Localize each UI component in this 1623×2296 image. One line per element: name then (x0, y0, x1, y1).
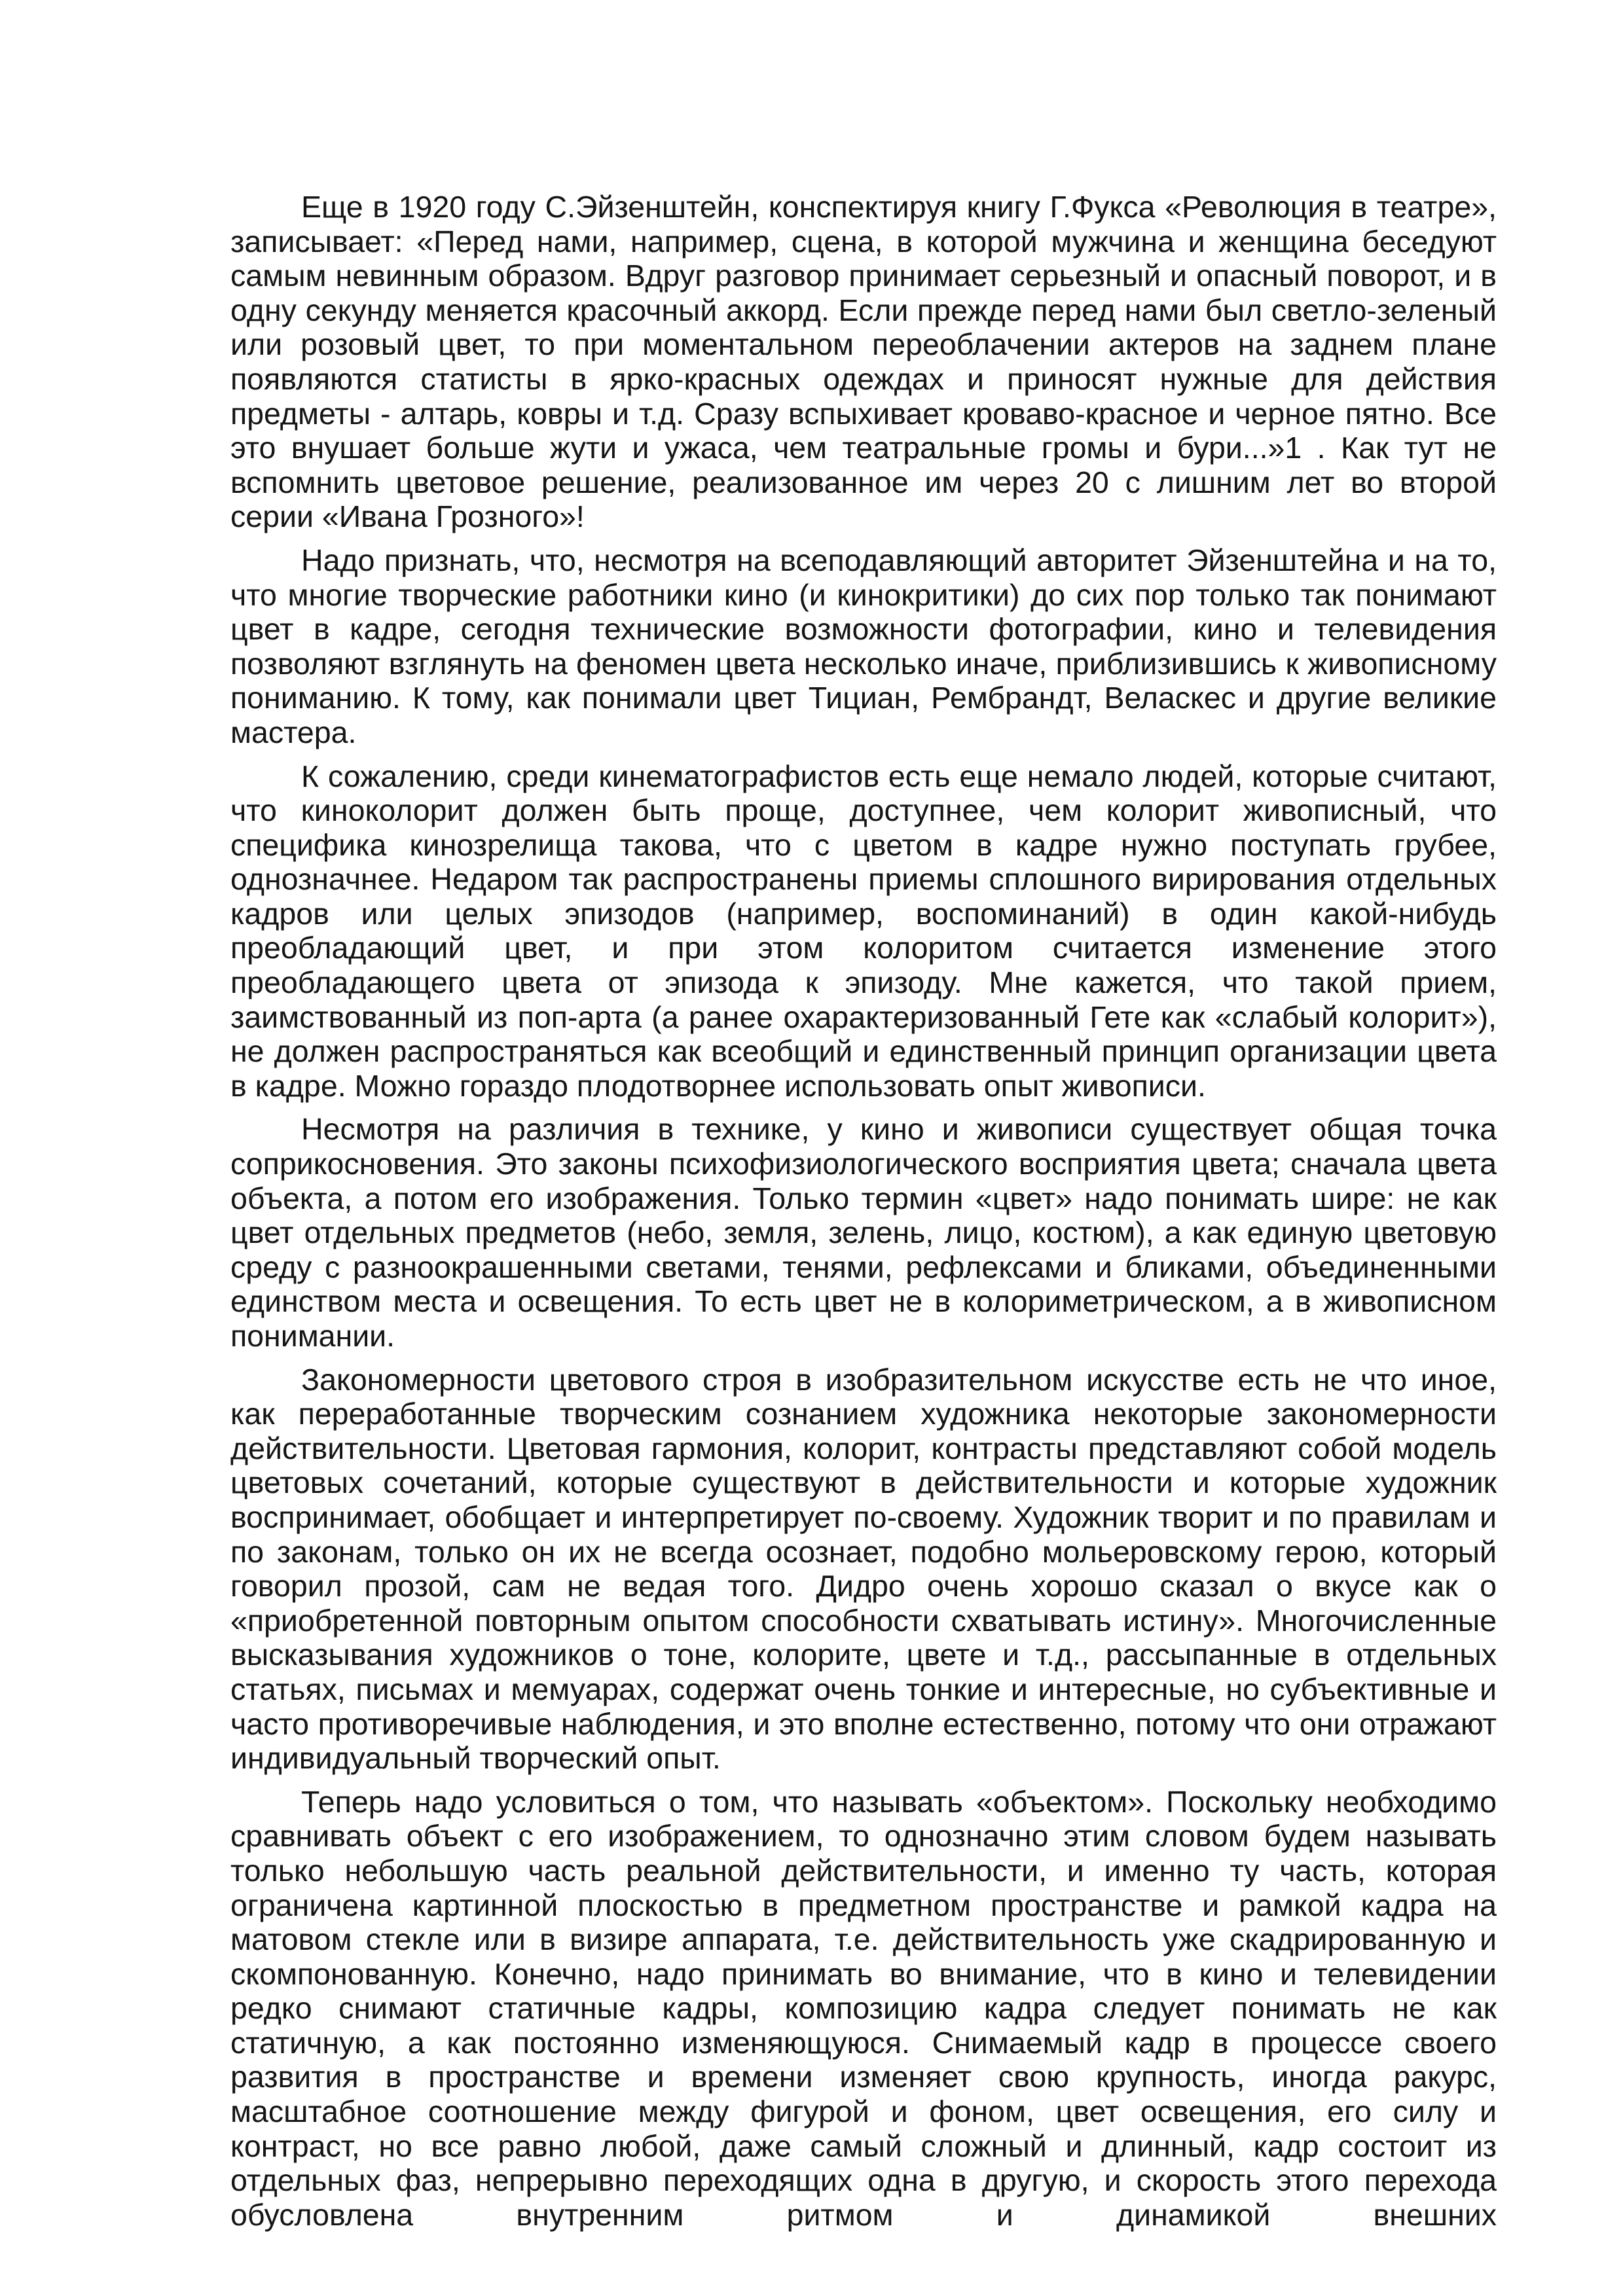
paragraph-cinema-painting-common-point: Несмотря на различия в технике, у кино и живописи существует общая точка соприкосновения. Это законы психофизиологического восприятия цвета; сначала цвета объекта, а потом его изображения. Только термин «цвет» надо понимать шире: не как цвет отдельных предметов (небо, земля, зелень, лицо, костюм), а как единую цветовую среду с разноокрашенными светами, тенями, рефлексами и бликами, объединенными единством места и освещения. То есть цвет не в колориметрическом, а в живописном понимании. (230, 1112, 1497, 1353)
document-page (230, 190, 1497, 2232)
paragraph-object-definition: Теперь надо условиться о том, что называть «объектом». Поскольку необходимо сравнивать объект с его изображением, то однозначно этим словом будем называть только небольшую часть реальной действительности, и именно ту часть, которая ограничена картинной плоскостью в предметном пространстве и рамкой кадра на матовом стекле или в визире аппарата, т.е. действительность уже скадрированную и скомпонованную. Конечно, надо принимать во внимание, что в кино и телевидении редко снимают статичные кадры, композицию кадра следует понимать не как статичную, а как постоянно изменяющуюся. Снимаемый кадр в процессе своего развития в пространстве и времени изменяет свою крупность, иногда ракурс, масштабное соотношение между фигурой и фоном, цвет освещения, его силу и контраст, но все равно любой, даже самый сложный и длинный, кадр состоит из отдельных фаз, непрерывно переходящих одна в другую, и скорость этого перехода обусловлена внутренним ритмом и динамикой внешних (230, 1784, 1497, 2232)
paragraph-eisenstein-authority: Надо признать, что, несмотря на всеподавляющий авторитет Эйзенштейна и на то, что многие творческие работники кино (и кинокритики) до сих пор только так понимают цвет в кадре, сегодня технические возможности фотографии, кино и телевидения позволяют взглянуть на феномен цвета несколько иначе, приблизившись к живописному пониманию. К тому, как понимали цвет Тициан, Рембрандт, Веласкес и другие великие мастера. (230, 543, 1497, 749)
paragraph-color-structure-laws: Закономерности цветового строя в изобразительном искусстве есть не что иное, как переработанные творческим сознанием художника некоторые закономерности действительности. Цветовая гармония, колорит, контрасты представляют собой модель цветовых сочетаний, которые существуют в действительности и которые художник воспринимает, обобщает и интерпретирует по-своему. Художник творит и по правилам и по законам, только он их не всегда осознает, подобно мольеровскому герою, который говорил прозой, сам не ведая того. Дидро очень хорошо сказал о вкусе как о «приобретенной повторным опытом способности схватывать истину». Многочисленные высказывания художников о тоне, колорите, цвете и т.д., рассыпанные в отдельных статьях, письмах и мемуарах, содержат очень тонкие и интересные, но субъективные и часто противоречивые наблюдения, и это вполне естественно, потому что они отражают индивидуальный творческий опыт. (230, 1362, 1497, 1776)
paragraph-eisenstein-fuchs: Еще в 1920 году С.Эйзенштейн, конспектируя книгу Г.Фукса «Революция в театре», записывает: «Перед нами, например, сцена, в которой мужчина и женщина беседуют самым невинным образом. Вдруг разговор принимает серьезный и опасный поворот, и в одну секунду меняется красочный аккорд. Если прежде перед нами был светло-зеленый или розовый цвет, то при моментальном переоблачении актеров на заднем плане появляются статисты в ярко-красных одеждах и приносят нужные для действия предметы - алтарь, ковры и т.д. Сразу вспыхивает кроваво-красное и черное пятно. Все это внушает больше жути и ужаса, чем театральные громы и бури...»1 . Как тут не вспомнить цветовое решение, реализованное им через 20 с лишним лет во второй серии «Ивана Грозного»! (230, 190, 1497, 534)
paragraph-cinematographers-colorit: К сожалению, среди кинематографистов есть еще немало людей, которые считают, что киноколорит должен быть проще, доступнее, чем колорит живописный, что специфика кинозрелища такова, что с цветом в кадре нужно поступать грубее, однозначнее. Недаром так распространены приемы сплошного вирирования отдельных кадров или целых эпизодов (например, воспоминаний) в один какой-нибудь преобладающий цвет, и при этом колоритом считается изменение этого преобладающего цвета от эпизода к эпизоду. Мне кажется, что такой прием, заимствованный из поп-арта (а ранее охарактеризованный Гете как «слабый колорит»), не должен распространяться как всеобщий и единственный принцип организации цвета в кадре. Можно гораздо плодотворнее использовать опыт живописи. (230, 759, 1497, 1103)
